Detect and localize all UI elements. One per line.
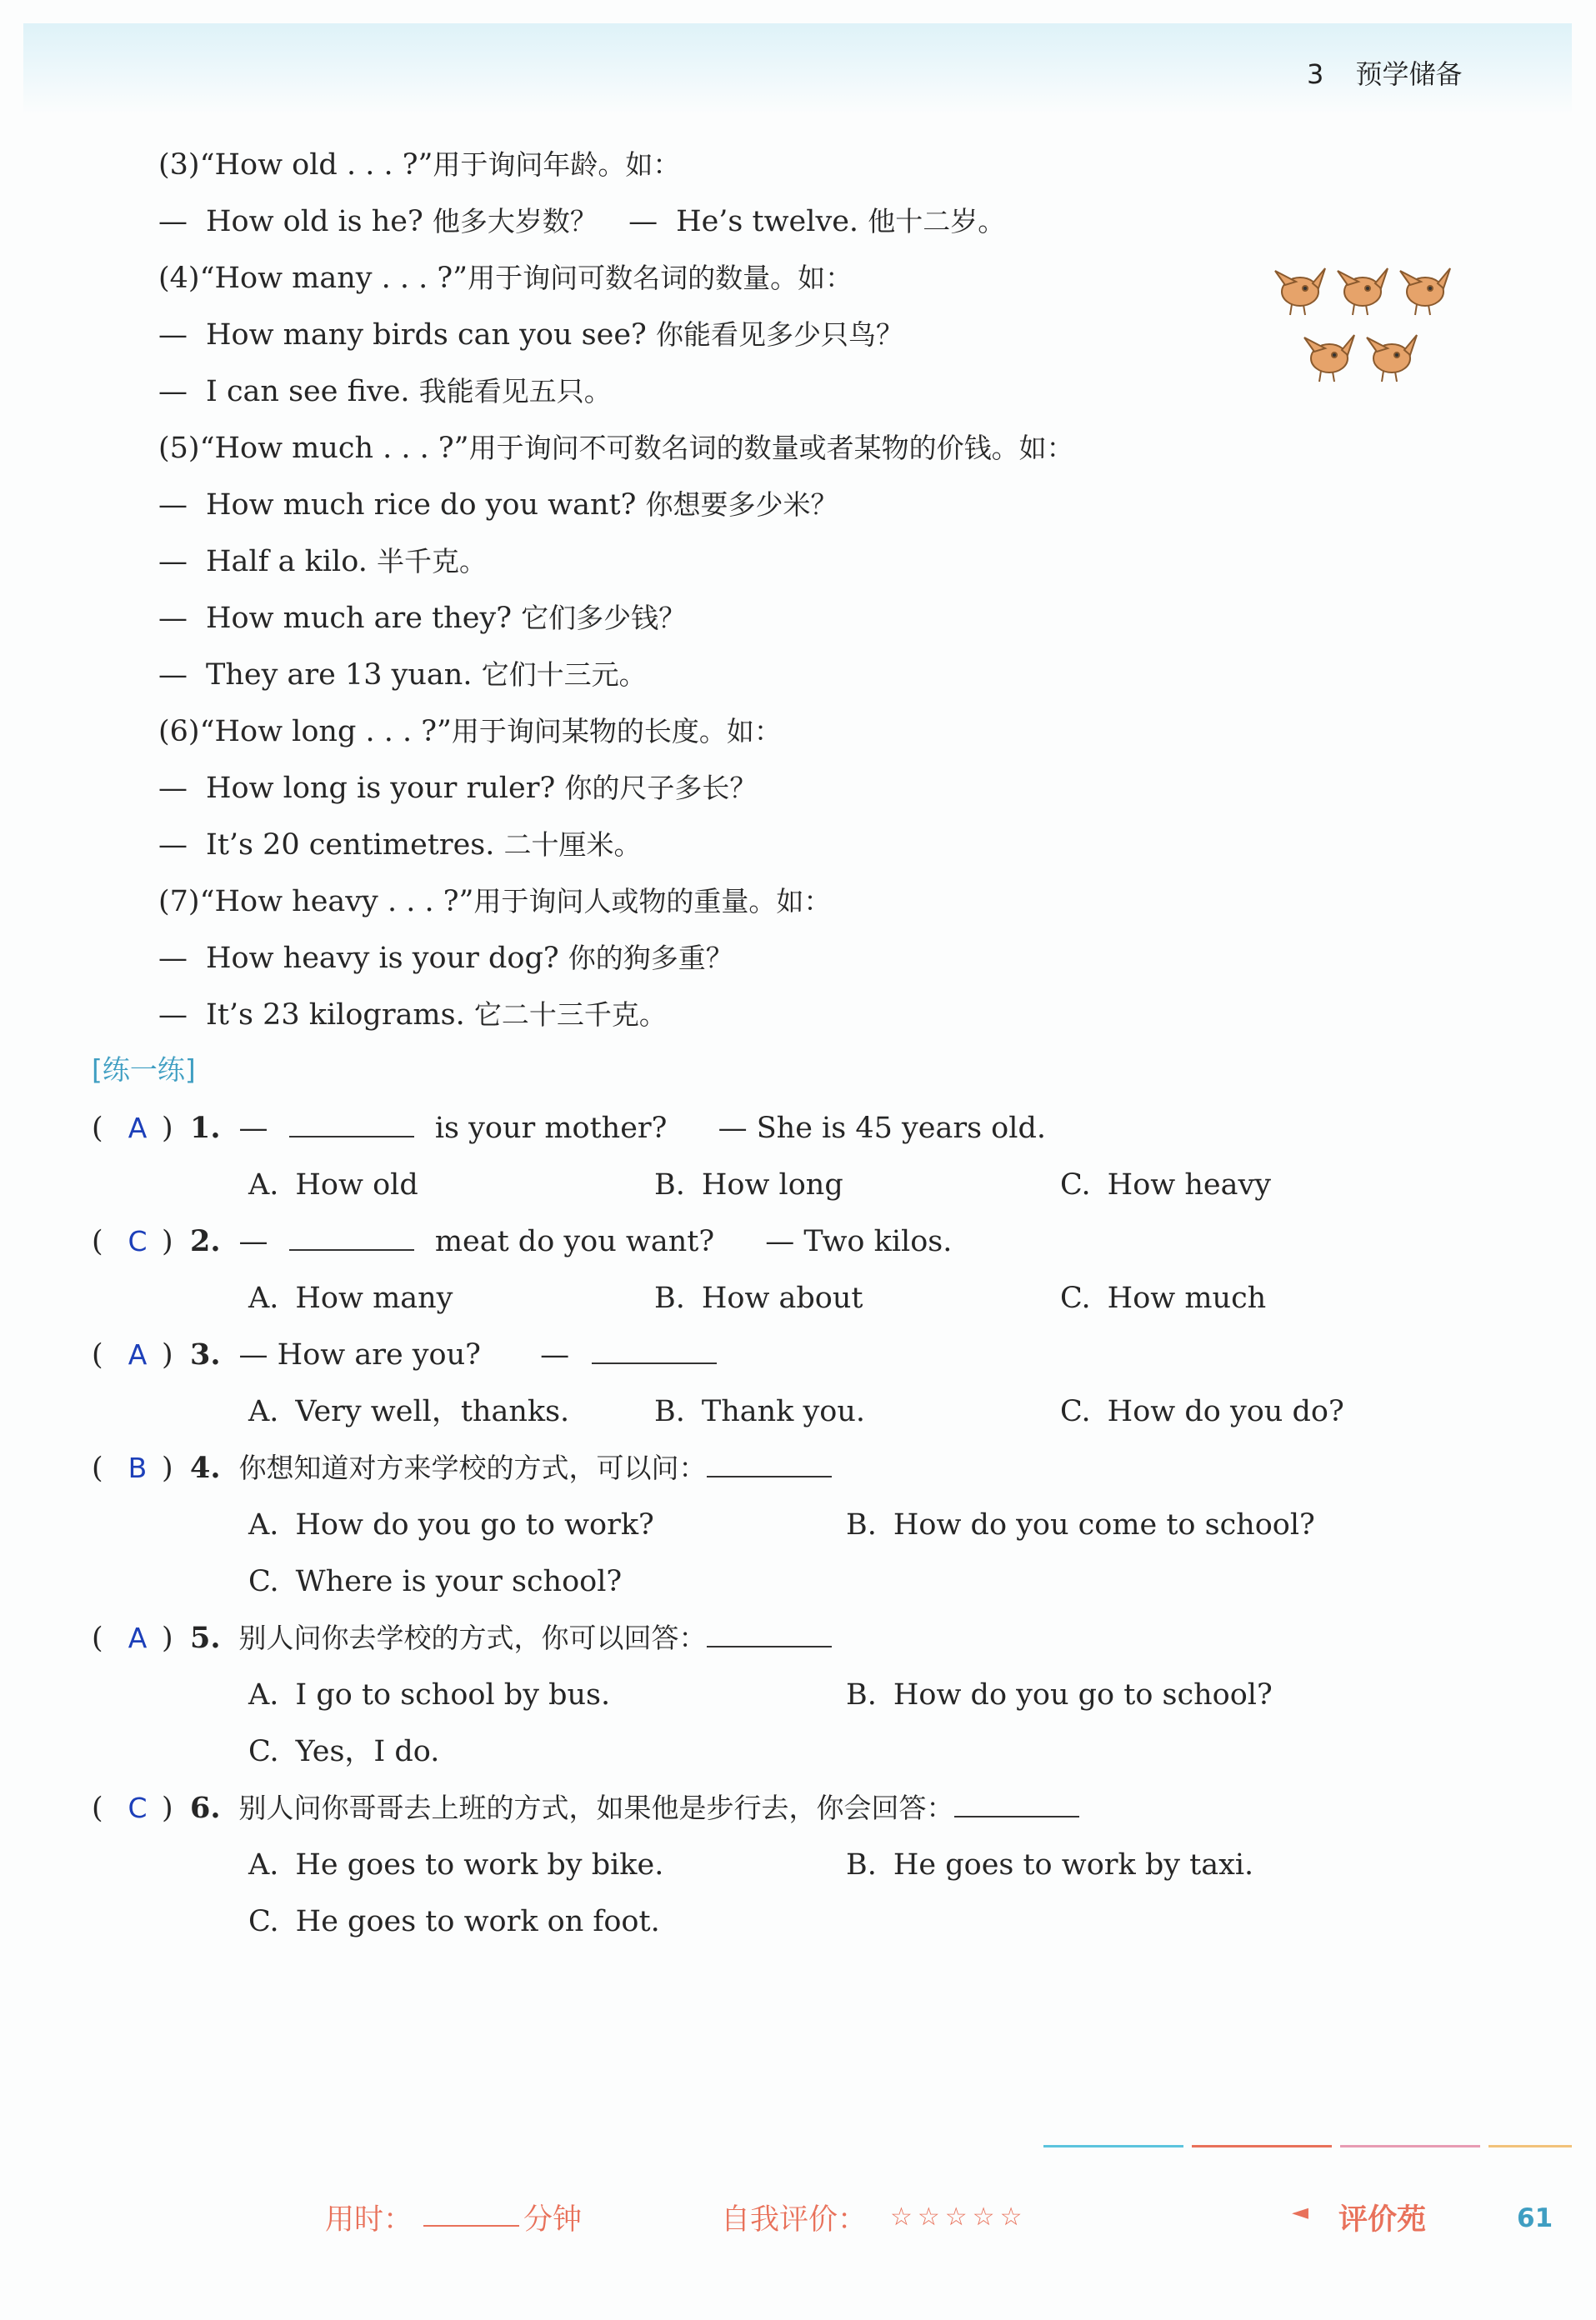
practice-section-label: [练一练]	[92, 1053, 196, 1086]
answer-blank[interactable]	[289, 1129, 414, 1138]
footer-divider	[1488, 2145, 1572, 2148]
option-c[interactable]: C. How much	[1060, 1282, 1267, 1315]
example-line: — How heavy is your dog? 你的狗多重？	[158, 942, 733, 975]
example-line: — It’s 20 centimetres. 二十厘米。	[158, 828, 642, 862]
option-c[interactable]: C. How do you do?	[1060, 1395, 1344, 1428]
example-line: — How old is he? 他多大岁数？ — He’s twelve. 他十二岁。	[158, 205, 1006, 238]
chapter-number: 3	[1307, 58, 1324, 90]
page-header	[1307, 53, 1463, 92]
answer-blank[interactable]	[954, 1809, 1079, 1818]
answer-blank[interactable]	[707, 1639, 832, 1648]
star-rating[interactable]: ☆☆☆☆☆	[890, 2202, 1028, 2232]
example-line: — How many birds can you see? 你能看见多少只鸟？	[158, 318, 903, 352]
self-eval-label: 自我评价：	[721, 2203, 868, 2237]
time-input[interactable]	[423, 2223, 519, 2227]
option-b[interactable]: B. He goes to work by taxi.	[846, 1848, 1254, 1882]
chapter-title: 预学储备	[1355, 58, 1463, 90]
birds-illustration	[1267, 258, 1475, 404]
example-line: — How much rice do you want? 你想要多少米？	[158, 488, 838, 522]
time-label: 用时：	[325, 2203, 413, 2237]
grammar-heading-5: (5)“How much . . . ?”用于询问不可数名词的数量或者某物的价钱。如：	[158, 432, 1074, 465]
grammar-heading-3: (3)“How old . . . ?”用于询问年龄。如：	[158, 148, 681, 182]
question-row: ( B ) 4. 你想知道对方来学校的方式，可以问：	[92, 1450, 832, 1487]
footer-divider	[1192, 2145, 1332, 2148]
option-a[interactable]: A. How old	[248, 1168, 418, 1202]
option-b[interactable]: B. How long	[654, 1168, 843, 1202]
grammar-heading-7: (7)“How heavy . . . ?”用于询问人或物的重量。如：	[158, 885, 832, 918]
option-a[interactable]: A. How do you go to work?	[248, 1508, 654, 1542]
option-a[interactable]: A. I go to school by bus.	[248, 1678, 611, 1712]
option-b[interactable]: B. Thank you.	[654, 1395, 865, 1428]
bird-icon	[1275, 268, 1450, 382]
option-c[interactable]: C. He goes to work on foot.	[248, 1905, 660, 1938]
example-line: — How much are they? 它们多少钱？	[158, 602, 687, 635]
page-number: 61	[1517, 2203, 1553, 2233]
question-row: ( C ) 6. 别人问你哥哥去上班的方式，如果他是步行去，你会回答：	[92, 1790, 1079, 1827]
answer-mark: A	[128, 1338, 148, 1371]
answer-mark: B	[128, 1452, 148, 1484]
example-line: — Half a kilo. 半千克。	[158, 545, 487, 578]
question-row: ( C ) 2. — meat do you want? — Two kilos.	[92, 1224, 953, 1258]
brand-logo: 评价苑	[1338, 2203, 1427, 2237]
option-b[interactable]: B. How do you come to school?	[846, 1508, 1315, 1542]
option-c[interactable]: C. Where is your school?	[248, 1565, 623, 1598]
question-row: ( A ) 5. 别人问你去学校的方式，你可以回答：	[92, 1620, 832, 1657]
answer-mark: C	[128, 1792, 148, 1824]
option-a[interactable]: A. He goes to work by bike.	[248, 1848, 664, 1882]
answer-blank[interactable]	[289, 1242, 414, 1251]
option-c[interactable]: C. How heavy	[1060, 1168, 1272, 1202]
footer-divider	[1340, 2145, 1480, 2148]
option-a[interactable]: A. Very well，thanks.	[248, 1395, 570, 1428]
option-b[interactable]: B. How do you go to school?	[846, 1678, 1273, 1712]
example-line: — How long is your ruler? 你的尺子多长？	[158, 772, 758, 805]
arrow-left-icon: ◄	[1292, 2200, 1308, 2225]
answer-mark: A	[128, 1622, 148, 1654]
example-line: — It’s 23 kilograms. 它二十三千克。	[158, 998, 667, 1032]
footer-divider	[1043, 2145, 1183, 2148]
option-b[interactable]: B. How about	[654, 1282, 863, 1315]
question-row: ( A ) 3. — How are you? —	[92, 1337, 717, 1373]
grammar-heading-4: (4)“How many . . . ?”用于询问可数名词的数量。如：	[158, 262, 853, 295]
example-line: — I can see five. 我能看见五只。	[158, 375, 612, 408]
answer-mark: C	[128, 1225, 148, 1258]
answer-mark: A	[128, 1112, 148, 1144]
grammar-heading-6: (6)“How long . . . ?”用于询问某物的长度。如：	[158, 715, 782, 748]
question-row: ( A ) 1. — is your mother? — She is 45 years old.	[92, 1111, 1046, 1145]
time-unit: 分钟	[523, 2203, 583, 2237]
option-c[interactable]: C. Yes，I do.	[248, 1735, 440, 1768]
example-line: — They are 13 yuan. 它们十三元。	[158, 658, 647, 692]
option-a[interactable]: A. How many	[248, 1282, 453, 1315]
answer-blank[interactable]	[592, 1356, 717, 1364]
answer-blank[interactable]	[707, 1469, 832, 1478]
